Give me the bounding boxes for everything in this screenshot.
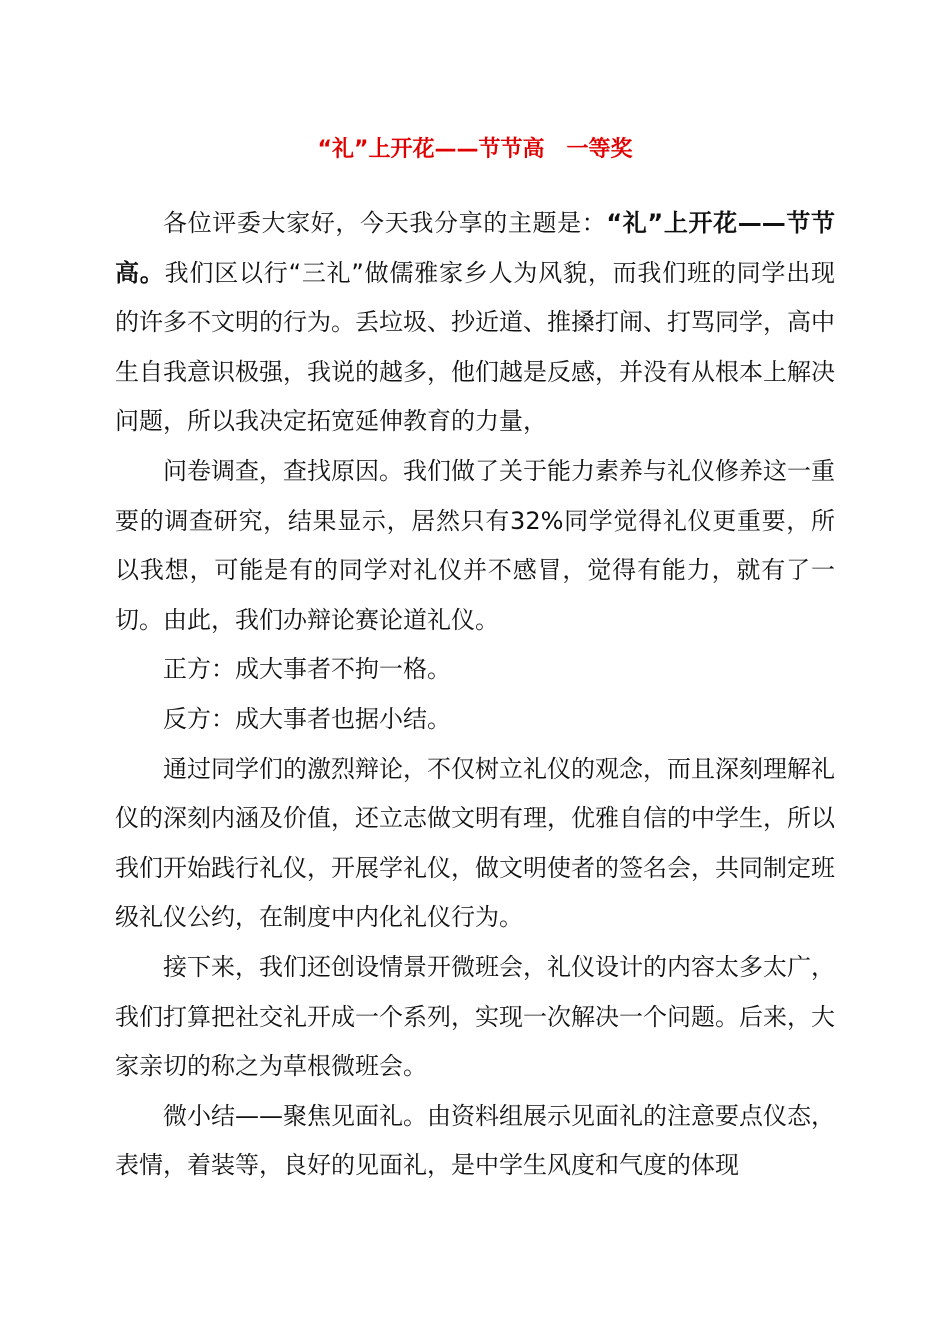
- paragraph-negative: 反方：成大事者也据小结。: [163, 704, 451, 733]
- paragraph-micro-meeting: 接下来，我们还创设情景开微班会，礼仪设计的内容太多太广，我们打算把社交礼开成一个系列，实现一次解决一个问题。后来，大家亲切的称之为草根微班会。: [115, 952, 835, 1081]
- paragraph-intro: [115, 199, 835, 447]
- paragraph-greeting-etiquette: 微小结——聚焦见面礼。由资料组展示见面礼的注意要点仪态，表情，着装等，良好的见面礼，是中学生风度和气度的体现: [115, 1101, 835, 1180]
- paragraph-affirmative: 正方：成大事者不拘一格。: [163, 655, 451, 684]
- intro-theme-bold: “礼”上开花——节节高。: [115, 209, 835, 287]
- paragraph-survey: 问卷调查，查找原因。我们做了关于能力素养与礼仪修养这一重要的调查研究，结果显示，居然只有32%同学觉得礼仪更重要，所以我想，可能是有的同学对礼仪并不感冒，觉得有能力，就有了一切。由此，我们办辩论赛论道礼仪。: [115, 456, 835, 634]
- intro-text-after: 我们区以行“三礼”做儒雅家乡人为风貌，而我们班的同学出现的许多不文明的行为。丢垃圾、抄近道、推搡打闹、打骂同学，高中生自我意识极强，我说的越多，他们越是反感，并没有从根本上解决问题，所以我决定拓宽延伸教育的力量，: [115, 258, 836, 436]
- paragraph-debate-result: 通过同学们的激烈辩论，不仅树立礼仪的观念，而且深刻理解礼仪的深刻内涵及价值，还立志做文明有理，优雅自信的中学生，所以我们开始践行礼仪，开展学礼仪，做文明使者的签名会，共同制定班级礼仪公约，在制度中内化礼仪行为。: [115, 754, 835, 932]
- document-body: [115, 199, 835, 1191]
- intro-text-before: 各位评委大家好，今天我分享的主题是：: [163, 209, 607, 237]
- document-title: “礼”上开花——节节高 一等奖: [317, 137, 633, 162]
